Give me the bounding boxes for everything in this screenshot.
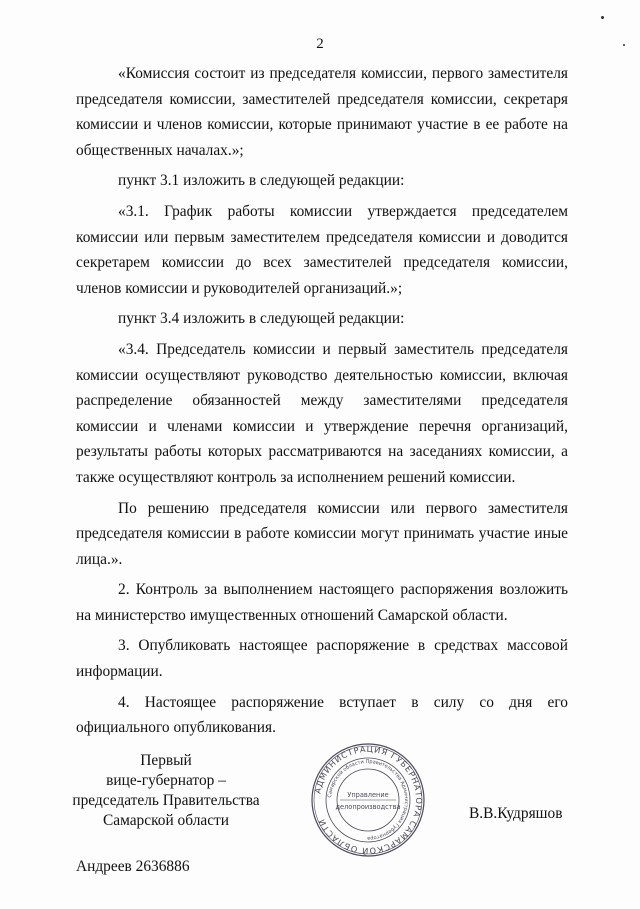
signer-position-line: Первый (140, 752, 192, 769)
paragraph-participation: По решению председателя комиссии или первого заместителя председателя комиссии в работе комиссии могут принимать участие иные лица.». (76, 499, 568, 568)
document-body (76, 61, 568, 741)
paragraph-clause-3-1: «3.1. График работы комиссии утверждается председателем комиссии или первым заместителем председателя комиссии и доводится секретарем комиссии до всех заместителей председателя комиссии, членов комиссии и руководителей организаций.»; (76, 202, 568, 297)
signer-position-line: вице-губернатор – (106, 772, 226, 789)
signer-position (60, 751, 272, 831)
seal-inner-text: Самарской области Правительства Администрация Губернатора (327, 758, 410, 842)
executor-contact: Андреев 2636886 (76, 858, 190, 875)
paragraph-item-2: 2. Контроль за выполнением настоящего распоряжения возложить на министерство имущественных отношений Самарской области. (76, 581, 568, 624)
seal-outer-text: АДМИНИСТРАЦИЯ ГУБЕРНАТОРА САМАРСКОЙ ОБЛАСТИ (312, 743, 425, 857)
paragraph-commission-composition: «Комиссия состоит из председателя комиссии, первого заместителя председателя комиссии, заместителей председателя комиссии, секретаря комиссии и членов комиссии, которые принимают участие в ее работе на общественных началах.»; (76, 65, 568, 159)
paragraph-item-3: 3. Опубликовать настоящее распоряжение в средствах массовой информации. (76, 637, 568, 681)
seal-center-line: делопроизводства (335, 803, 401, 811)
paragraph-clause-3-1-intro: пункт 3.1 изложить в следующей редакции: (118, 172, 405, 190)
official-seal (310, 742, 426, 858)
paragraph-item-4: 4. Настоящее распоряжение вступает в силу со дня его официального опубликования. (76, 693, 568, 737)
paragraph-clause-3-4-intro: пункт 3.4 изложить в следующей редакции: (118, 310, 405, 328)
page-number: 2 (316, 36, 324, 52)
paragraph-clause-3-4: «3.4. Председатель комиссии и первый заместитель председателя комиссии осуществляют руководство деятельностью комиссии, включая распределение обязанностей между заместителями председателя комиссии и членами комиссии и утверждение перечня организаций, результаты работы которых рассматриваются на заседаниях комиссии, а также осуществляют контроль за исполнением решений комиссии. (76, 340, 568, 486)
scan-mark (601, 16, 604, 19)
signer-position-line: Самарской области (102, 812, 229, 829)
signer-name: В.В.Кудряшов (469, 805, 563, 822)
signer-position-line: председатель Правительства (72, 792, 260, 809)
seal-center-line: Управление (347, 791, 389, 799)
